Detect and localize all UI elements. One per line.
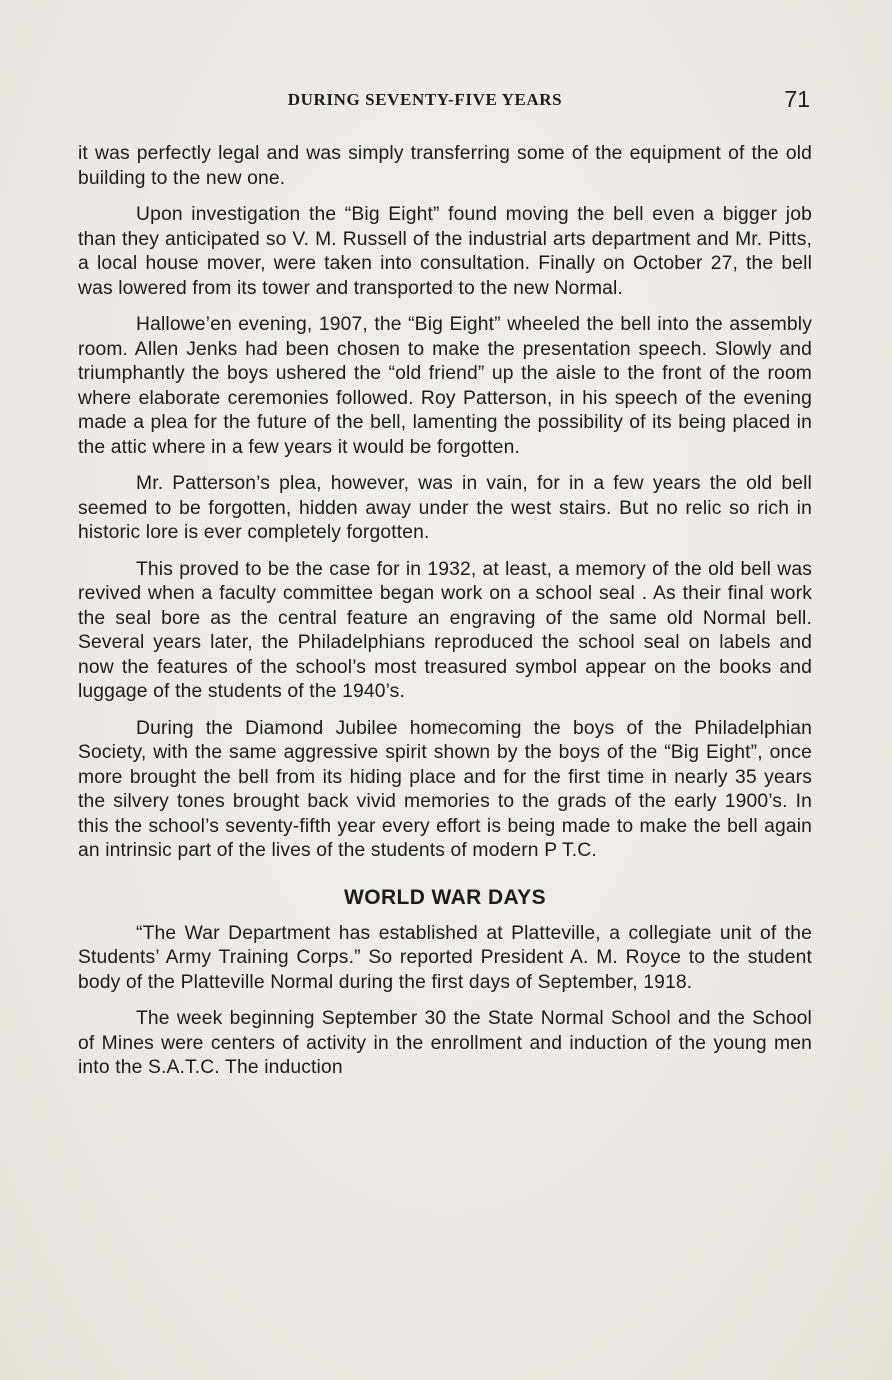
paragraph: Hallowe’en evening, 1907, the “Big Eight” wheeled the bell into the assembly room. Allen Jenks had been chosen to make the presentation speech. Slowly and triumphantly the boys ushered the “old friend” up the aisle to the front of the room where elaborate ceremonies followed. Roy Patterson, in his speech of the evening made a plea for the future of the bell, lamenting the possibility of its being placed in the attic where in a few years it would be forgotten.: [78, 314, 812, 458]
paragraph: Upon investigation the “Big Eight” found moving the bell even a bigger job than they anticipated so V. M. Russell of the industrial arts department and Mr. Pitts, a local house mover, were taken into consultation. Finally on October 27, the bell was lowered from its tower and transported to the new Normal.: [78, 204, 812, 299]
paragraph: “The War Department has established at Platteville, a collegiate unit of the Students’ Army Training Corps.” So reported President A. M. Royce to the student body of the Platteville Normal during the first days of September, 1918.: [78, 922, 812, 993]
running-title: DURING SEVENTY-FIVE YEARS: [287, 90, 563, 109]
running-head: [78, 88, 812, 118]
paragraph: The week beginning September 30 the State Normal School and the School of Mines were centers of activity in the enrollment and induction of the young men into the S.A.T.C. The induction: [78, 1008, 812, 1078]
page-number: 71: [784, 86, 810, 112]
paragraph: This proved to be the case for in 1932, at least, a memory of the old bell was revived when a faculty committee began work on a school seal . As their final work the seal bore as the central feature an engraving of the same old Normal bell. Several years later, the Philadelphians reproduced the school seal on labels and now the features of the school’s most treasured symbol appear on the books and luggage of the students of the 1940’s.: [78, 558, 812, 702]
section-heading: WORLD WAR DAYS: [344, 885, 546, 909]
paragraph: Mr. Patterson’s plea, however, was in vain, for in a few years the old bell seemed to be forgotten, hidden away under the west stairs. But no relic so rich in historic lore is ever completely forgotten.: [78, 473, 812, 543]
body-text: [78, 142, 812, 1093]
paragraph: it was perfectly legal and was simply transferring some of the equipment of the old building to the new one.: [78, 143, 812, 189]
paragraph: During the Diamond Jubilee homecoming the boys of the Philadelphian Society, with the same aggressive spirit shown by the boys of the “Big Eight”, once more brought the bell from its hiding place and for the first time in nearly 35 years the silvery tones brought back vivid memories to the grads of the early 1900’s. In this the school’s seventy-fifth year every effort is being made to make the bell again an intrinsic part of the lives of the students of modern P T.C.: [78, 717, 812, 861]
